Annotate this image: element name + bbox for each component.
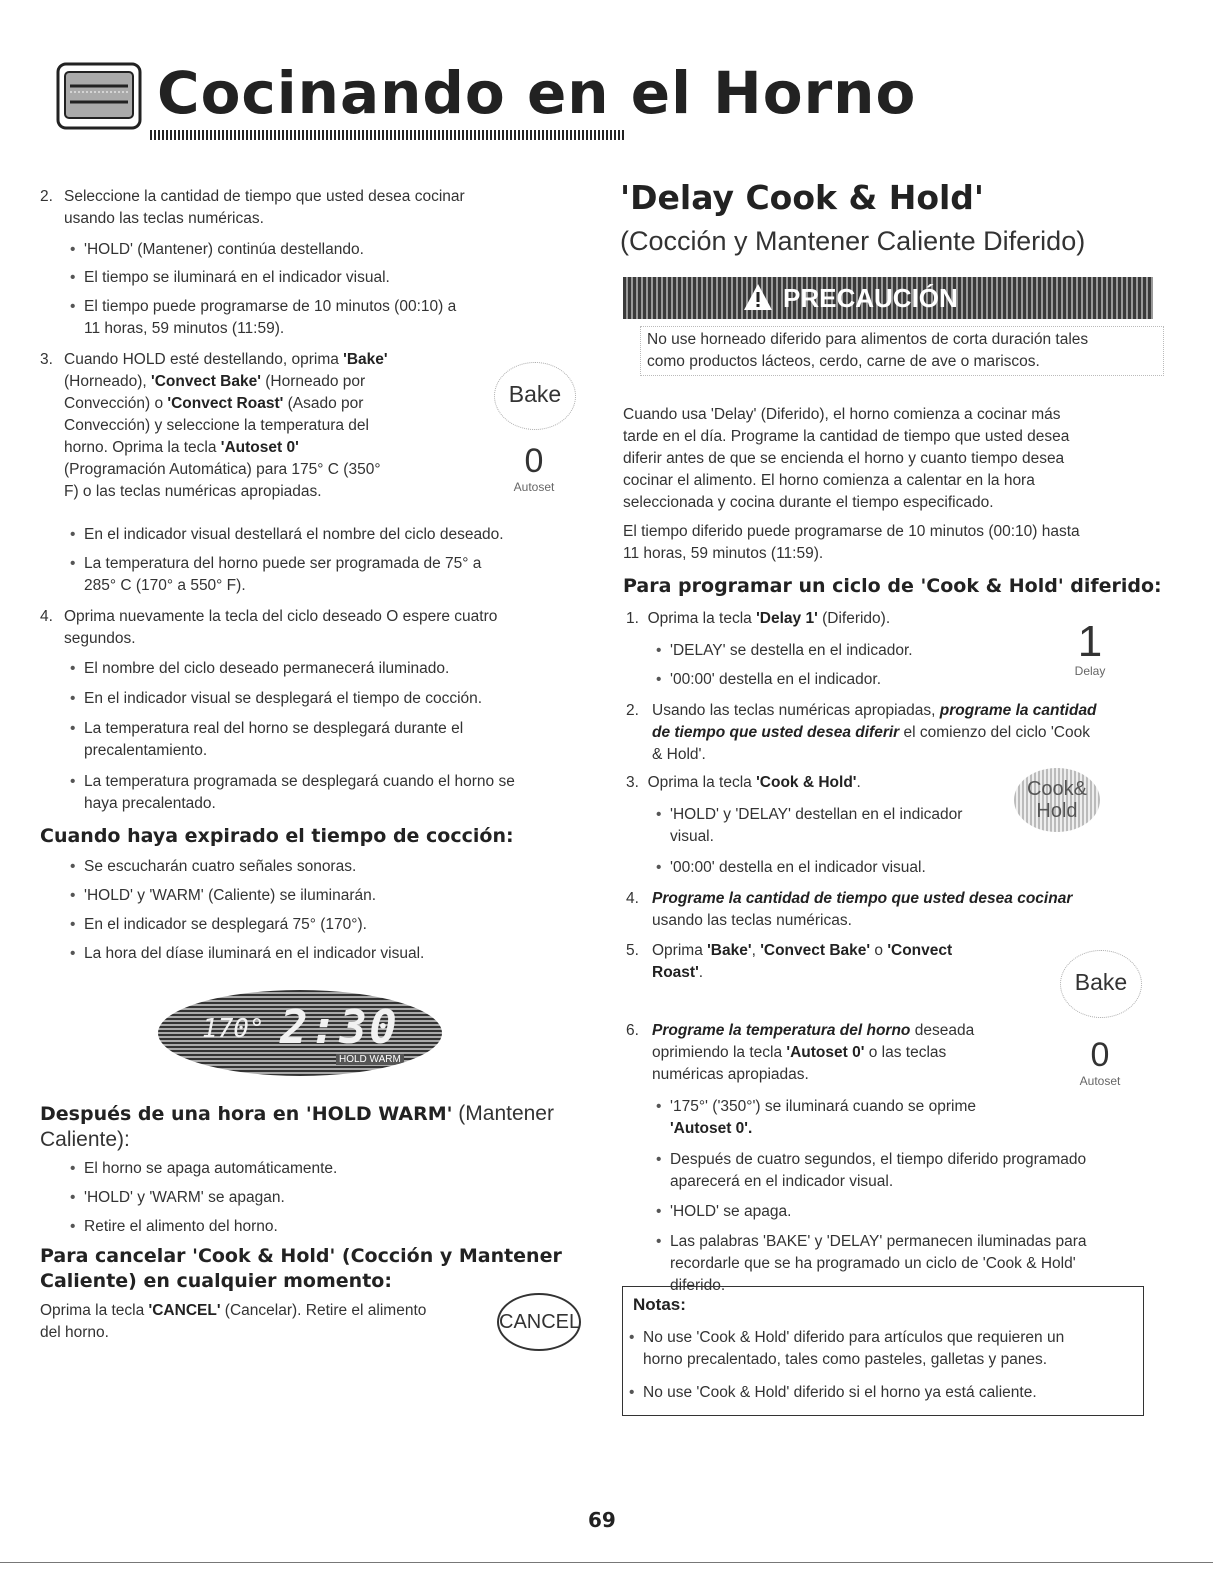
step-2 bbox=[626, 700, 1166, 766]
heading-line: Caliente) en cualquier momento: bbox=[40, 1270, 392, 1292]
step-1 bbox=[626, 608, 890, 630]
step-number: 2. bbox=[40, 188, 53, 205]
list-item-continued: aparecerá en el indicador visual. bbox=[670, 1173, 894, 1190]
step-number: 3. bbox=[626, 774, 639, 791]
step-number: 5. bbox=[626, 942, 639, 959]
step-text: Oprima la tecla bbox=[40, 1302, 149, 1319]
list-item: • La temperatura real del horno se desplegará durante el bbox=[84, 718, 463, 740]
cook-hold-key-label: Hold bbox=[1036, 800, 1078, 822]
list-item: • 'DELAY' se destella en el indicador. bbox=[670, 640, 913, 662]
warning-icon bbox=[743, 283, 773, 316]
list-item-continued: 'Autoset 0'. bbox=[670, 1120, 753, 1137]
emphasis: Programe la cantidad de tiempo que usted desea cocinar bbox=[652, 890, 1073, 907]
step-number: 1. bbox=[626, 610, 639, 627]
key-reference: 'Delay 1' bbox=[756, 610, 818, 627]
step-text: Convección) o bbox=[64, 395, 168, 412]
list-item: • La temperatura del horno puede ser programada de 75° a bbox=[84, 553, 481, 575]
key-reference: 'Convect Bake' bbox=[760, 942, 871, 959]
cook-hold-key-label: Cook& bbox=[1026, 778, 1088, 800]
step-text: Oprima bbox=[652, 942, 708, 959]
list-item-continued: visual. bbox=[670, 828, 714, 845]
key-reference: Roast' bbox=[652, 964, 699, 981]
caution-line: No use horneado diferido para alimentos de corta duración tales bbox=[647, 331, 1089, 348]
step-text: el comienzo del ciclo 'Cook bbox=[899, 724, 1090, 741]
step-text: (Horneado por bbox=[260, 373, 366, 390]
step-text: Cuando HOLD esté destellando, oprima bbox=[64, 351, 344, 368]
delay-key-digit[interactable]: 1 bbox=[1077, 617, 1103, 666]
key-reference: 'CANCEL' bbox=[148, 1302, 221, 1319]
step-text: usando las teclas numéricas. bbox=[64, 210, 264, 227]
caution-text bbox=[640, 326, 1164, 376]
section-heading bbox=[40, 1102, 580, 1153]
step-number: 2. bbox=[626, 702, 639, 719]
page-number: 69 bbox=[588, 1508, 616, 1532]
list-item: • No use 'Cook & Hold' diferido si el horno ya está caliente. bbox=[643, 1382, 1037, 1404]
step-text: (Asado por bbox=[283, 395, 364, 412]
heading-rest: Caliente): bbox=[40, 1128, 130, 1151]
step-text: , bbox=[751, 942, 761, 959]
notes-box bbox=[622, 1286, 1144, 1416]
cancel-instructions bbox=[40, 1300, 520, 1344]
heading-bold: Después de una hora en 'HOLD WARM' bbox=[40, 1103, 453, 1125]
paragraph-line: tarde en el día. Programe la cantidad de tiempo que usted desea bbox=[623, 428, 1070, 445]
heading-line: Para cancelar 'Cook & Hold' (Cocción y Mantener bbox=[40, 1245, 562, 1267]
step-number: 3. bbox=[40, 351, 53, 368]
key-reference: 'Convect Roast' bbox=[167, 395, 284, 412]
list-item: • No use 'Cook & Hold' diferido para artículos que requieren un bbox=[643, 1327, 1064, 1349]
display-modes: HOLD WARM bbox=[336, 1054, 404, 1065]
section-subtitle: (Cocción y Mantener Caliente Diferido) bbox=[620, 226, 1086, 256]
paragraph-line: 11 horas, 59 minutos (11:59). bbox=[623, 545, 824, 562]
list-item: • En el indicador visual se desplegará el tiempo de cocción. bbox=[84, 688, 482, 710]
key-reference: 'Autoset 0' bbox=[786, 1044, 865, 1061]
bake-key-label: Bake bbox=[1074, 969, 1128, 995]
step-text: deseada bbox=[910, 1022, 975, 1039]
range-paragraph bbox=[623, 521, 1163, 565]
list-item: • 'HOLD' y 'DELAY' destellan en el indicador bbox=[670, 804, 962, 826]
heading-rest: (Mantener bbox=[452, 1102, 554, 1125]
step-text: Convección) y seleccione la temperatura del bbox=[64, 417, 369, 434]
list-item-continued: haya precalentado. bbox=[84, 795, 216, 812]
list-item-continued: horno precalentado, tales como pasteles, galletas y panes. bbox=[643, 1351, 1048, 1368]
list-item: • La hora del díase iluminará en el indicador visual. bbox=[84, 943, 424, 965]
step-text: horno. Oprima la tecla bbox=[64, 439, 221, 456]
list-item: • En el indicador visual destellará el nombre del ciclo deseado. bbox=[84, 524, 504, 546]
step-text: Oprima nuevamente la tecla del ciclo deseado O espere cuatro bbox=[64, 608, 498, 625]
paragraph-line: seleccionada y cocina durante el tiempo especificado. bbox=[623, 494, 994, 511]
list-item: • El tiempo se iluminará en el indicador visual. bbox=[84, 267, 390, 289]
oven-display bbox=[158, 990, 442, 1076]
list-item: • El nombre del ciclo deseado permanecerá iluminado. bbox=[84, 658, 449, 680]
list-item: • Retire el alimento del horno. bbox=[84, 1216, 278, 1238]
step-text: (Programación Automática) para 175° C (350° bbox=[64, 461, 381, 478]
step-text: numéricas apropiadas. bbox=[652, 1066, 809, 1083]
list-item: • El horno se apaga automáticamente. bbox=[84, 1158, 337, 1180]
bottom-rule bbox=[0, 1562, 1213, 1563]
list-item: • 'HOLD' y 'WARM' se apagan. bbox=[84, 1187, 285, 1209]
list-item: • 'HOLD' se apaga. bbox=[670, 1201, 791, 1223]
list-item: • 'HOLD' (Mantener) continúa destellando. bbox=[84, 239, 364, 261]
step-text: oprimiendo la tecla bbox=[652, 1044, 787, 1061]
list-item-continued: diferido. bbox=[670, 1277, 726, 1294]
step-text: (Horneado), bbox=[64, 373, 152, 390]
display-temperature: 170° bbox=[202, 1014, 265, 1044]
notes-title: Notas: bbox=[633, 1295, 686, 1314]
paragraph-line: El tiempo diferido puede programarse de 10 minutos (00:10) hasta bbox=[623, 523, 1080, 540]
key-reference: 'Convect bbox=[887, 942, 953, 959]
step-4 bbox=[626, 888, 1166, 932]
display-time: 2:30 bbox=[280, 1000, 399, 1054]
step-text: . bbox=[698, 964, 704, 981]
page-title: Cocinando en el Horno bbox=[157, 59, 917, 127]
section-heading: Para programar un ciclo de 'Cook & Hold' diferido: bbox=[623, 575, 1162, 597]
bake-key[interactable] bbox=[494, 362, 576, 430]
emphasis: Programe la temperatura del horno bbox=[652, 1022, 911, 1039]
autoset-key-label: Autoset bbox=[1079, 1074, 1121, 1088]
step-text: Oprima la tecla bbox=[647, 774, 757, 791]
list-item-continued: 11 horas, 59 minutos (11:59). bbox=[84, 320, 285, 337]
bake-key[interactable] bbox=[1060, 950, 1142, 1018]
step-text: o las teclas bbox=[864, 1044, 947, 1061]
section-heading bbox=[40, 1244, 600, 1294]
step-text: F) o las teclas numéricas apropiadas. bbox=[64, 483, 322, 500]
oven-icon bbox=[56, 62, 142, 130]
autoset-key-digit[interactable]: 0 bbox=[1090, 1036, 1110, 1074]
list-item: • Se escucharán cuatro señales sonoras. bbox=[84, 856, 356, 878]
cancel-key[interactable]: CANCEL bbox=[497, 1293, 581, 1351]
autoset-key-label: Autoset bbox=[513, 480, 555, 494]
step-4 bbox=[40, 606, 580, 650]
step-text: (Cancelar). Retire el alimento bbox=[220, 1302, 427, 1319]
title-rule bbox=[150, 130, 625, 140]
list-item: • Las palabras 'BAKE' y 'DELAY' permanecen iluminadas para bbox=[670, 1231, 1087, 1253]
caution-label: PRECAUCIÓN bbox=[783, 283, 958, 313]
paragraph-line: Cuando usa 'Delay' (Diferido), el horno comienza a cocinar más bbox=[623, 406, 1061, 423]
list-item: • Después de cuatro segundos, el tiempo diferido programado bbox=[670, 1149, 1086, 1171]
caution-line: como productos lácteos, cerdo, carne de ave o mariscos. bbox=[647, 353, 1040, 370]
step-number: 4. bbox=[40, 608, 53, 625]
step-6 bbox=[626, 1020, 1046, 1086]
step-text: usando las teclas numéricas. bbox=[652, 912, 852, 929]
key-reference: 'Cook & Hold' bbox=[756, 774, 857, 791]
emphasis: programe la cantidad bbox=[939, 702, 1097, 719]
step-5 bbox=[626, 940, 1046, 984]
list-item-continued: recordarle que se ha programado un ciclo de 'Cook & Hold' bbox=[670, 1255, 1076, 1272]
cook-hold-key[interactable] bbox=[1014, 768, 1100, 832]
list-item: • '00:00' destella en el indicador visual. bbox=[670, 857, 926, 879]
intro-paragraph bbox=[623, 404, 1163, 514]
list-item: • 'HOLD' y 'WARM' (Caliente) se iluminarán. bbox=[84, 885, 376, 907]
list-item: • El tiempo puede programarse de 10 minutos (00:10) a bbox=[84, 296, 456, 318]
step-2 bbox=[40, 186, 580, 230]
list-item-continued: precalentamiento. bbox=[84, 742, 208, 759]
step-text: & Hold'. bbox=[652, 746, 706, 763]
key-reference: 'Convect Bake' bbox=[151, 373, 261, 390]
step-number: 6. bbox=[626, 1022, 639, 1039]
step-text: del horno. bbox=[40, 1324, 109, 1341]
step-text: Oprima la tecla bbox=[647, 610, 757, 627]
list-item: • En el indicador se desplegará 75° (170°). bbox=[84, 914, 367, 936]
list-item: • '175°' ('350°') se iluminará cuando se oprime bbox=[670, 1096, 976, 1118]
key-reference: 'Bake' bbox=[343, 351, 388, 368]
emphasis: de tiempo que usted desea diferir bbox=[652, 724, 900, 741]
step-text: Usando las teclas numéricas apropiadas, bbox=[652, 702, 940, 719]
autoset-key-digit[interactable]: 0 bbox=[524, 442, 544, 480]
key-reference: 'Bake' bbox=[707, 942, 752, 959]
step-text: Seleccione la cantidad de tiempo que usted desea cocinar bbox=[64, 188, 465, 205]
step-text: o bbox=[870, 942, 888, 959]
key-reference: 'Autoset 0' bbox=[220, 439, 299, 456]
delay-key-label: Delay bbox=[1074, 664, 1106, 678]
list-item: • La temperatura programada se desplegará cuando el horno se bbox=[84, 771, 515, 793]
bake-key-label: Bake bbox=[508, 381, 562, 407]
step-3 bbox=[40, 349, 480, 503]
step-text: . bbox=[856, 774, 861, 791]
caution-banner bbox=[623, 277, 1153, 319]
section-heading: Cuando haya expirado el tiempo de cocción: bbox=[40, 825, 514, 847]
step-text: (Diferido). bbox=[817, 610, 891, 627]
step-3 bbox=[626, 772, 861, 794]
section-title: 'Delay Cook & Hold' bbox=[620, 178, 985, 217]
list-item-continued: 285° C (170° a 550° F). bbox=[84, 577, 246, 594]
step-number: 4. bbox=[626, 890, 639, 907]
step-text: segundos. bbox=[64, 630, 136, 647]
list-item: • '00:00' destella en el indicador. bbox=[670, 669, 881, 691]
paragraph-line: cocinar el alimento. El horno comienza a calentar en la hora bbox=[623, 472, 1035, 489]
paragraph-line: diferir antes de que se encienda el horno y cuanto tiempo desea bbox=[623, 450, 1065, 467]
